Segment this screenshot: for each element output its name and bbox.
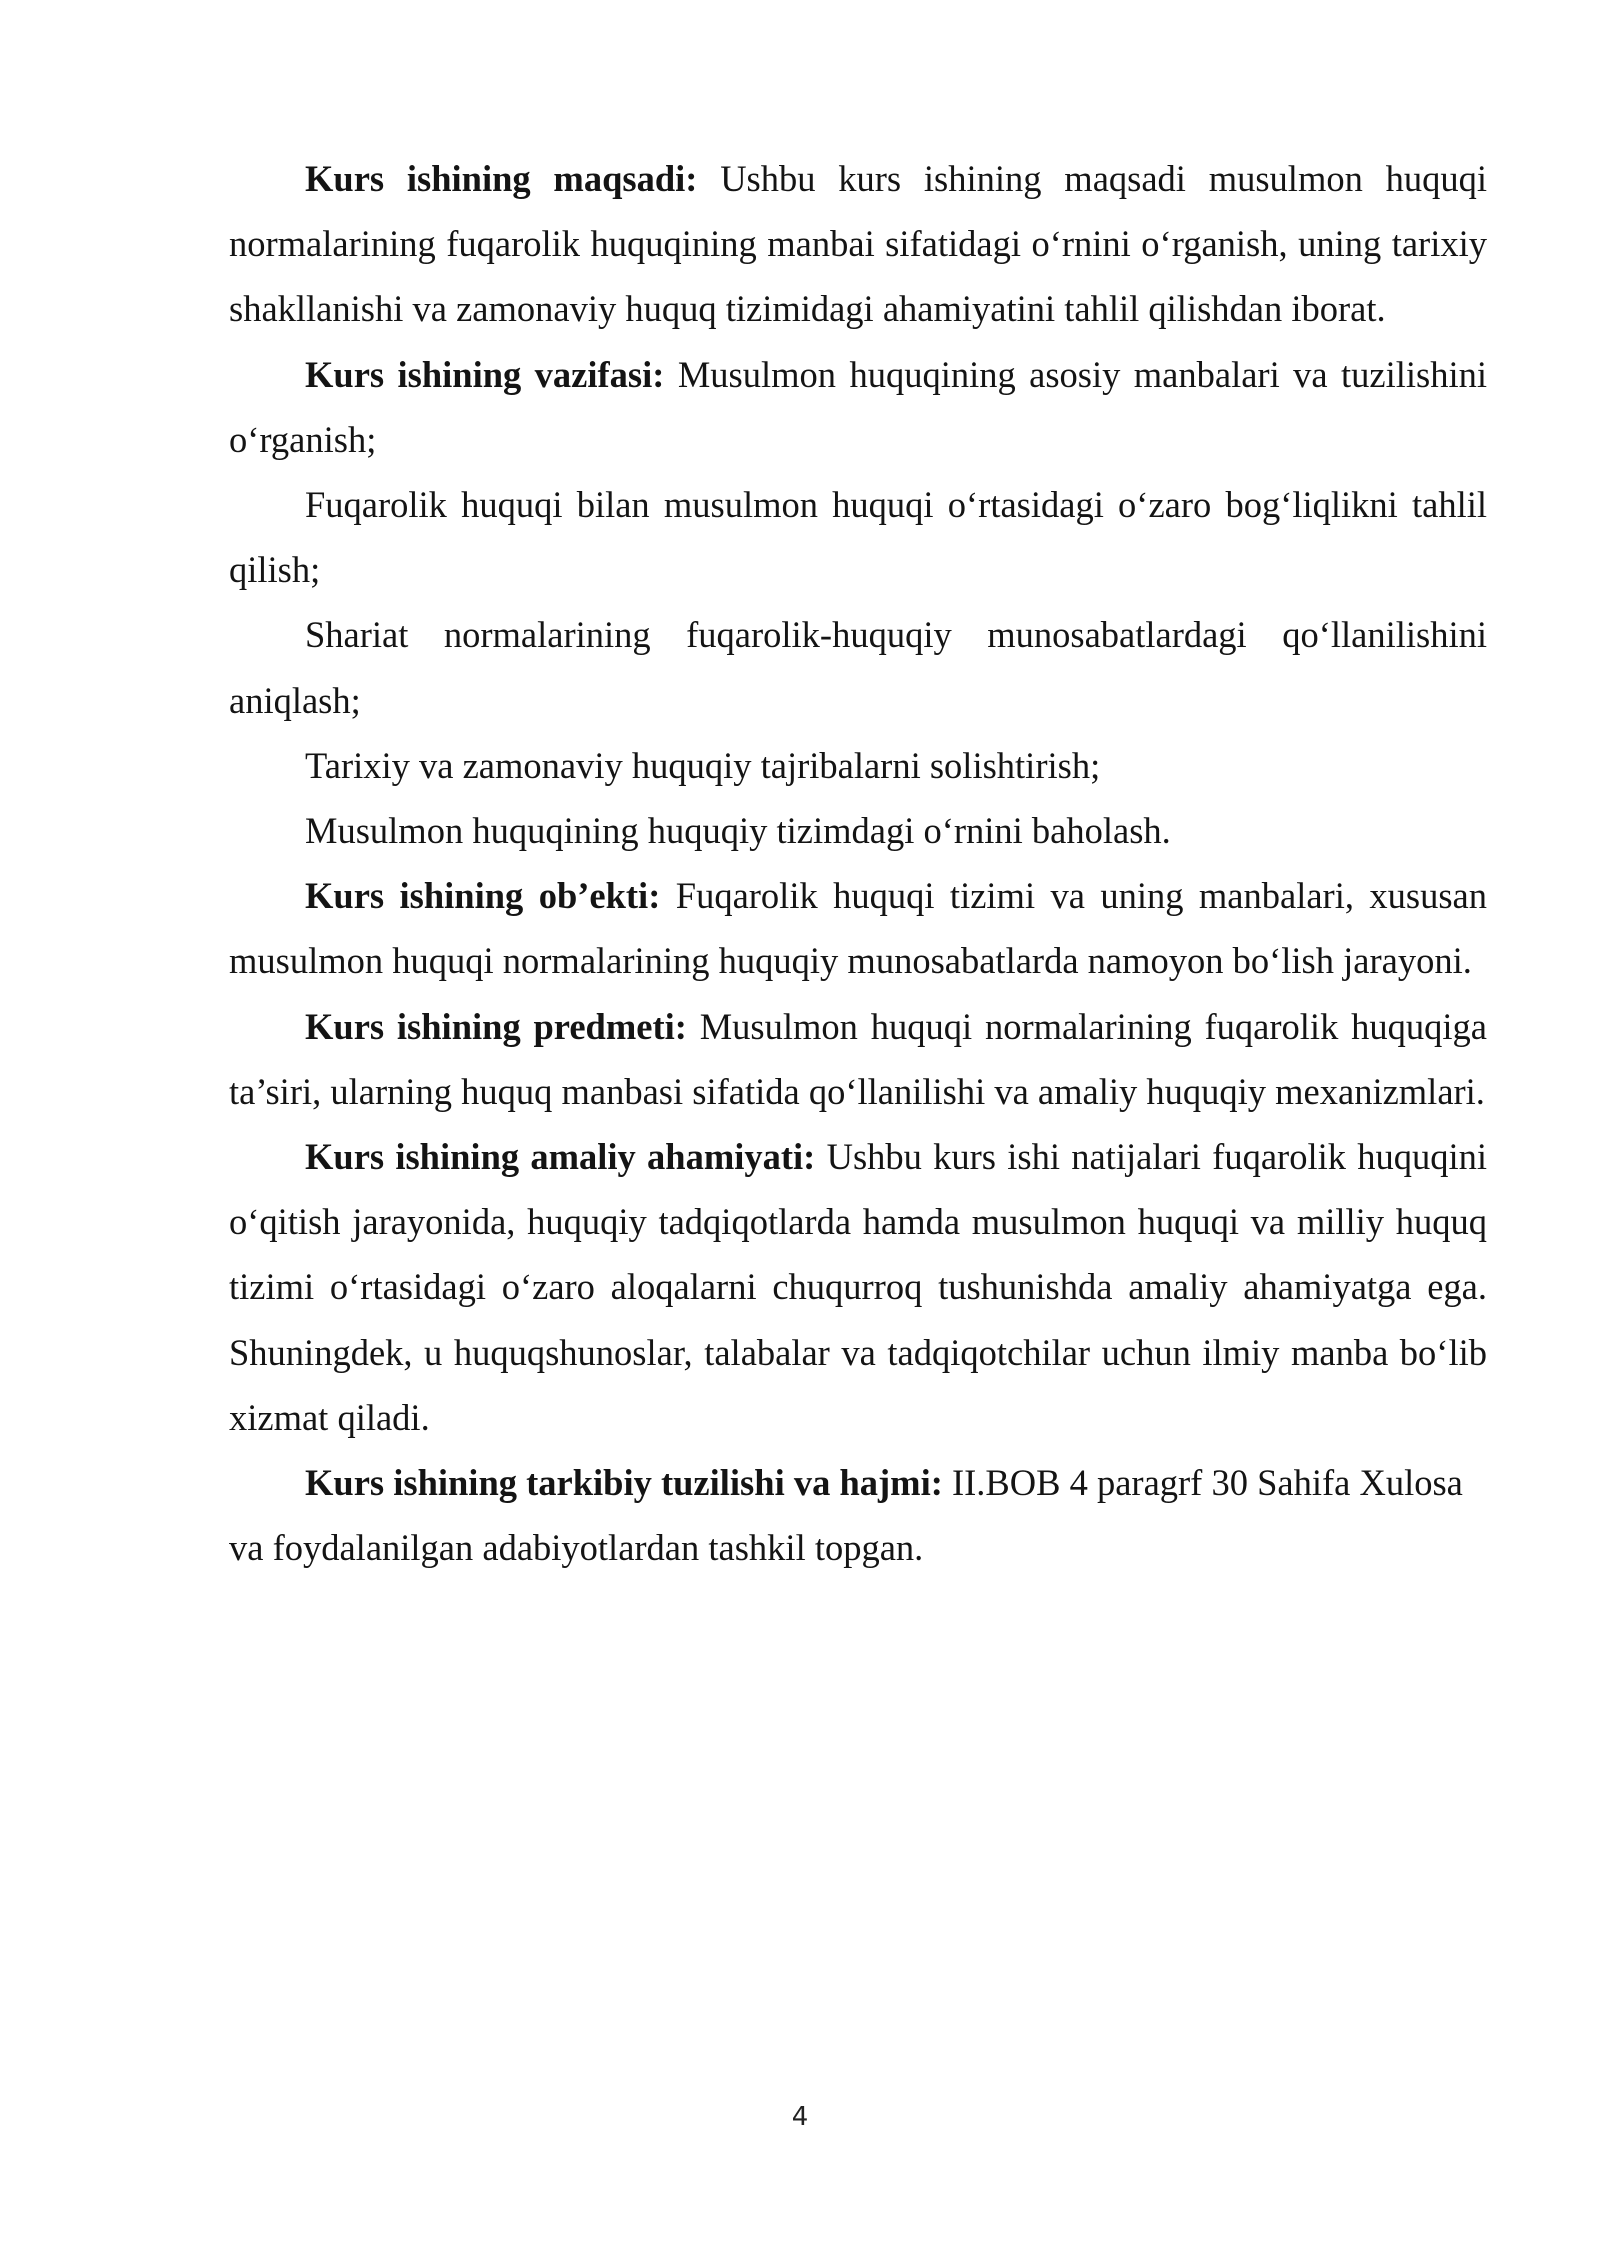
task-item bbox=[229, 733, 1487, 798]
paragraph-text: II.BOB 4 paragrf 30 Sahifa Xulosa va foydalanilgan adabiyotlardan tashkil topgan. bbox=[229, 1462, 1463, 1569]
paragraph-obekti bbox=[229, 863, 1487, 993]
paragraph-label: Kurs ishining vazifasi: bbox=[305, 353, 665, 395]
paragraph-text: Ushbu kurs ishi natijalari fuqarolik huquqini o‘qitish jarayonida, huquqiy tadqiqotlarda hamda musulmon huquqi va milliy huquq tizimi o‘rtasidagi o‘zaro aloqalarni chuqurroq tushunishda amaliy ahamiyatga ega. Shuningdek, u huquqshunoslar, talabalar va tadqiqotchilar uchun ilmiy manba bo‘lib xizmat qiladi. bbox=[229, 1136, 1487, 1438]
paragraph-predmeti bbox=[229, 994, 1487, 1124]
paragraph-maqsadi bbox=[229, 146, 1487, 342]
paragraph-amaliy-ahamiyati bbox=[229, 1124, 1487, 1450]
paragraph-text: Ushbu kurs ishining maqsadi musulmon huquqi normalarining fuqarolik huquqining manbai sifatidagi o‘rnini o‘rganish, uning tarixiy shakllanishi va zamonaviy huquq tizimidagi ahamiyatini tahlil qilishdan iborat. bbox=[229, 158, 1487, 330]
paragraph-tarkibiy-tuzilishi bbox=[229, 1450, 1487, 1580]
task-item bbox=[229, 798, 1487, 863]
paragraph-label: Kurs ishining predmeti: bbox=[305, 1005, 687, 1047]
task-item bbox=[229, 472, 1487, 602]
paragraph-text: Musulmon huquqi normalarining fuqarolik huquqiga ta’siri, ularning huquq manbasi sifatida qo‘llanilishi va amaliy huquqiy mexanizmlari. bbox=[229, 1005, 1487, 1112]
paragraph-label: Kurs ishining ob’ekti: bbox=[305, 875, 661, 917]
paragraph-text: Fuqarolik huquqi bilan musulmon huquqi o‘rtasidagi o‘zaro bog‘liqlikni tahlil qilish; bbox=[229, 484, 1487, 591]
paragraph-label: Kurs ishining tarkibiy tuzilishi va hajmi: bbox=[305, 1462, 943, 1504]
paragraph-text: Shariat normalarining fuqarolik-huquqiy munosabatlardagi qo‘llanilishini aniqlash; bbox=[229, 614, 1487, 721]
paragraph-text: Musulmon huquqining huquqiy tizimdagi o‘rnini baholash. bbox=[305, 810, 1171, 852]
paragraph-text: Fuqarolik huquqi tizimi va uning manbalari, xususan musulmon huquqi normalarining huquqiy munosabatlarda namoyon bo‘lish jarayoni. bbox=[229, 875, 1487, 982]
paragraph-text: Tarixiy va zamonaviy huquqiy tajribalarni solishtirish; bbox=[305, 744, 1101, 786]
task-item bbox=[229, 602, 1487, 732]
paragraph-label: Kurs ishining maqsadi: bbox=[305, 158, 698, 199]
document-body bbox=[229, 146, 1487, 1580]
paragraph-vazifasi bbox=[229, 342, 1487, 472]
paragraph-label: Kurs ishining amaliy ahamiyati: bbox=[305, 1136, 816, 1178]
page-number: 4 bbox=[791, 2102, 809, 2132]
paragraph-text: Musulmon huquqining asosiy manbalari va tuzilishini o‘rganish; bbox=[229, 353, 1487, 460]
